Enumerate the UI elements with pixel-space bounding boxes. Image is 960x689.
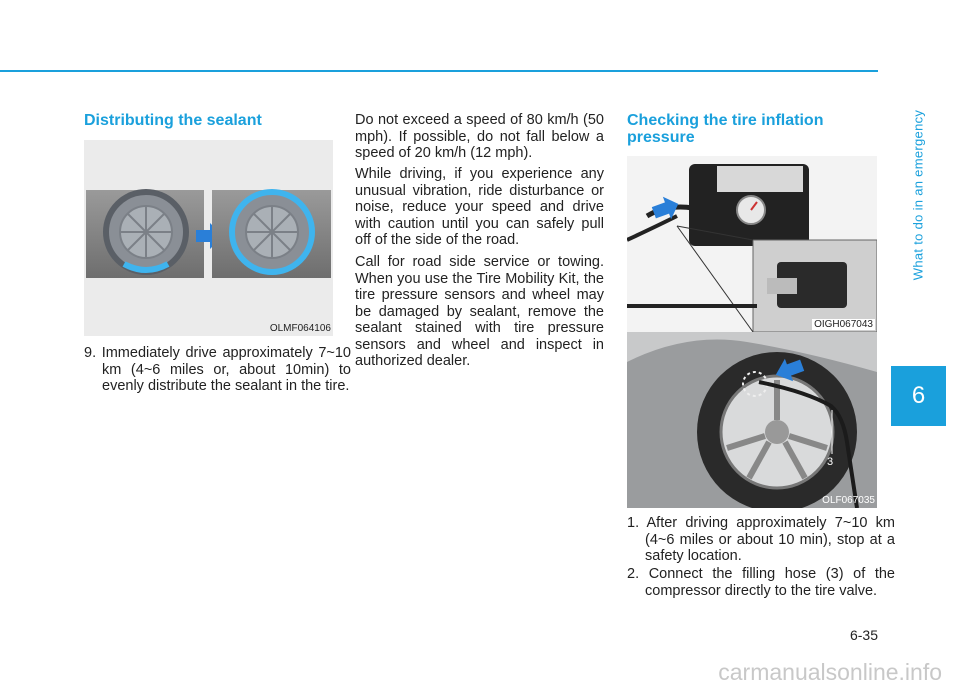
step-1: 1. After driving approximately 7~10 km (4~6 miles or about 10 min), stop at a safety location. <box>627 515 895 564</box>
figure-code: OIGH067043 <box>814 319 873 330</box>
chapter-side-label: What to do in an emergency <box>910 109 926 281</box>
tire-valve-illustration <box>627 332 877 508</box>
top-rule <box>0 70 878 72</box>
compressor-illustration <box>627 156 877 332</box>
page-number: 6-35 <box>849 627 878 643</box>
watermark: carmanualsonline.info <box>718 659 942 685</box>
figure-code: OLF067035 <box>822 495 875 506</box>
sealant-illustration <box>84 140 333 336</box>
chapter-number-tab: 6 <box>891 366 946 426</box>
section-heading-distributing: Distributing the sealant <box>84 112 262 129</box>
caution-paragraph: While driving, if you experience any unusual vibration, ride disturbance or noise, reduce your speed and drive with caution until you can safely pull off of the side of the road. <box>355 166 604 248</box>
service-paragraph: Call for road side service or towing. When you use the Tire Mobility Kit, the tire pressure sensors and wheel may be damaged by sealant, remove the sealant stained with tire pressure sensors and wheel and inspect in authorized dealer. <box>355 254 604 369</box>
step-2: 2. Connect the filling hose (3) of the compressor directly to the tire valve. <box>627 566 895 599</box>
sealant-figure <box>84 140 333 336</box>
compressor-figure <box>627 156 877 332</box>
step-9: 9. Immediately drive approximately 7~10 km (4~6 miles or, about 10min) to evenly distribute the sealant in the tire. <box>84 345 351 394</box>
callout-number: 3 <box>827 456 834 468</box>
speed-paragraph: Do not exceed a speed of 80 km/h (50 mph). If possible, do not fall below a speed of 20 km/h (12 mph). <box>355 112 604 161</box>
figure-code: OLMF064106 <box>269 323 331 334</box>
tire-valve-figure <box>627 332 877 508</box>
section-heading-checking: Checking the tire inflation pressure <box>627 112 824 146</box>
